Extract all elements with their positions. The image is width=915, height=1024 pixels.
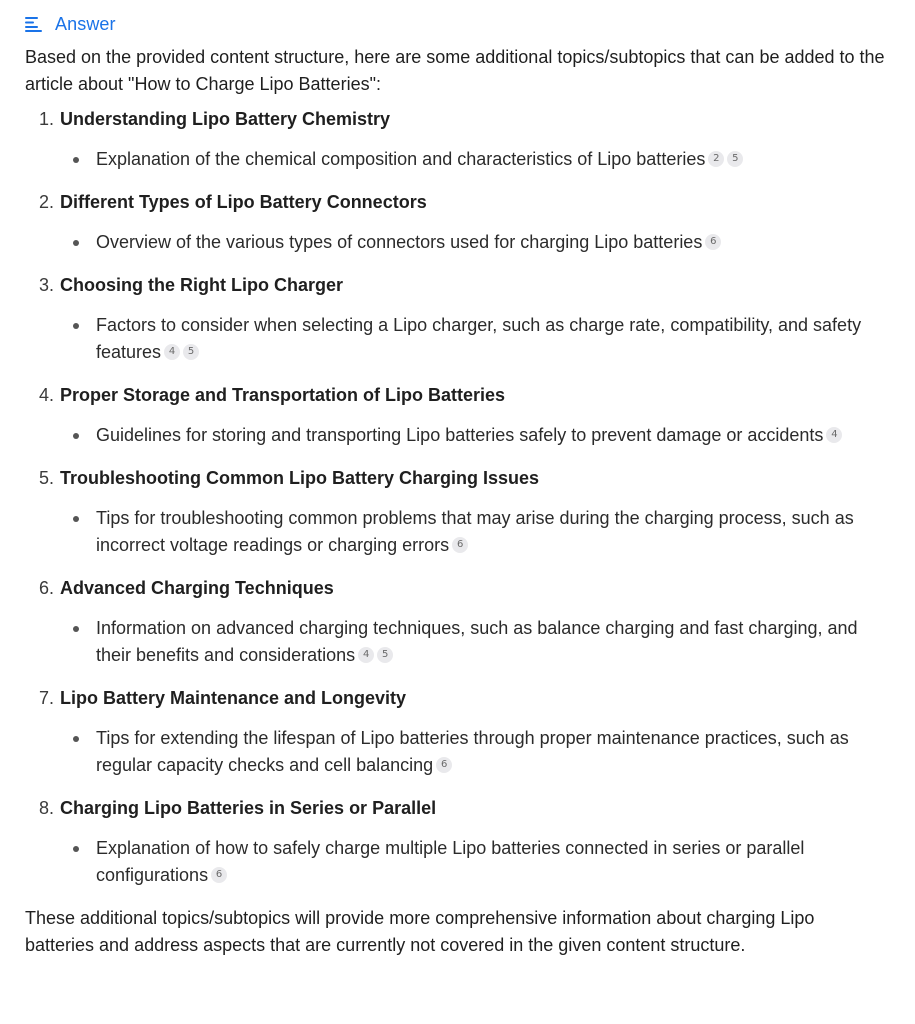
citation-badge[interactable]: 6 [211, 867, 227, 883]
citation-badge[interactable]: 4 [826, 427, 842, 443]
subtopic-item [69, 229, 885, 256]
topic-number: 1. [38, 109, 54, 129]
subtopic-text: Tips for troubleshooting common problems that may arise during the charging process, such as incorrect voltage readings or charging errors [96, 508, 854, 555]
topic-item [25, 382, 885, 449]
bullet-icon [73, 157, 79, 163]
topic-title: Proper Storage and Transportation of Lipo Batteries [60, 385, 506, 405]
citation-badge[interactable]: 6 [436, 757, 452, 773]
topic-item [25, 575, 885, 669]
topic-number: 7. [38, 688, 54, 708]
topic-heading [25, 465, 885, 492]
subtopic-text: Information on advanced charging techniques, such as balance charging and fast charging, and their benefits and considerations [96, 618, 858, 665]
citation-badge[interactable]: 2 [708, 151, 724, 167]
topic-heading [25, 382, 885, 409]
answer-lines-icon [25, 16, 43, 32]
topic-subitems [25, 505, 885, 559]
subtopic-text: Explanation of how to safely charge multiple Lipo batteries connected in series or parallel configurations [96, 838, 805, 885]
topic-heading [25, 189, 885, 216]
topic-number: 3. [38, 275, 54, 295]
subtopic-item [69, 422, 885, 449]
topic-item [25, 106, 885, 173]
subtopic-text: Explanation of the chemical composition and characteristics of Lipo batteries [96, 149, 706, 169]
topic-subitems [25, 312, 885, 366]
topic-subitems [25, 615, 885, 669]
topic-heading [25, 106, 885, 133]
topic-title: Advanced Charging Techniques [60, 578, 334, 598]
bullet-icon [73, 626, 79, 632]
topic-subitems [25, 835, 885, 889]
subtopic-text: Guidelines for storing and transporting Lipo batteries safely to prevent damage or accidents [96, 425, 824, 445]
answer-header [25, 10, 885, 38]
topic-title: Different Types of Lipo Battery Connectors [60, 192, 427, 212]
subtopic-item [69, 505, 885, 559]
subtopic-item [69, 146, 885, 173]
topic-number: 4. [38, 385, 54, 405]
bullet-icon [73, 240, 79, 246]
subtopic-item [69, 312, 885, 366]
bullet-icon [73, 846, 79, 852]
subtopic-text: Overview of the various types of connectors used for charging Lipo batteries [96, 232, 703, 252]
topic-item [25, 465, 885, 559]
citation-badge[interactable]: 5 [727, 151, 743, 167]
answer-outro: These additional topics/subtopics will provide more comprehensive information about charging Lipo batteries and address aspects that are currently not covered in the given content structure. [25, 908, 815, 955]
topic-title: Lipo Battery Maintenance and Longevity [60, 688, 407, 708]
bullet-icon [73, 516, 79, 522]
subtopic-text: Factors to consider when selecting a Lipo charger, such as charge rate, compatibility, and safety features [96, 315, 862, 362]
citation-badge[interactable]: 5 [377, 647, 393, 663]
topic-subitems [25, 422, 885, 449]
topic-heading [25, 685, 885, 712]
subtopic-text: Tips for extending the lifespan of Lipo batteries through proper maintenance practices, such as regular capacity checks and cell balancing [96, 728, 849, 775]
topic-title: Understanding Lipo Battery Chemistry [60, 109, 391, 129]
topic-number: 8. [38, 798, 54, 818]
topics-list [25, 106, 885, 889]
topic-title: Charging Lipo Batteries in Series or Parallel [60, 798, 437, 818]
subtopic-item [69, 725, 885, 779]
answer-title: Answer [55, 13, 116, 34]
bullet-icon [73, 323, 79, 329]
topic-item [25, 795, 885, 889]
answer-intro: Based on the provided content structure, here are some additional topics/subtopics that can be added to the article about "How to Charge Lipo Batteries": [25, 47, 885, 94]
topic-heading [25, 575, 885, 602]
topic-subitems [25, 146, 885, 173]
topic-item [25, 685, 885, 779]
topic-title: Choosing the Right Lipo Charger [60, 275, 343, 295]
citation-badge[interactable]: 6 [452, 537, 468, 553]
subtopic-item [69, 615, 885, 669]
bullet-icon [73, 736, 79, 742]
bullet-icon [73, 433, 79, 439]
topic-heading [25, 272, 885, 299]
topic-number: 5. [38, 468, 54, 488]
topic-number: 2. [38, 192, 54, 212]
citation-badge[interactable]: 6 [705, 234, 721, 250]
topic-item [25, 272, 885, 366]
citation-badge[interactable]: 5 [183, 344, 199, 360]
citation-badge[interactable]: 4 [358, 647, 374, 663]
topic-subitems [25, 229, 885, 256]
topic-heading [25, 795, 885, 822]
topic-item [25, 189, 885, 256]
citation-badge[interactable]: 4 [164, 344, 180, 360]
subtopic-item [69, 835, 885, 889]
topic-subitems [25, 725, 885, 779]
topic-title: Troubleshooting Common Lipo Battery Charging Issues [60, 468, 540, 488]
topic-number: 6. [38, 578, 54, 598]
